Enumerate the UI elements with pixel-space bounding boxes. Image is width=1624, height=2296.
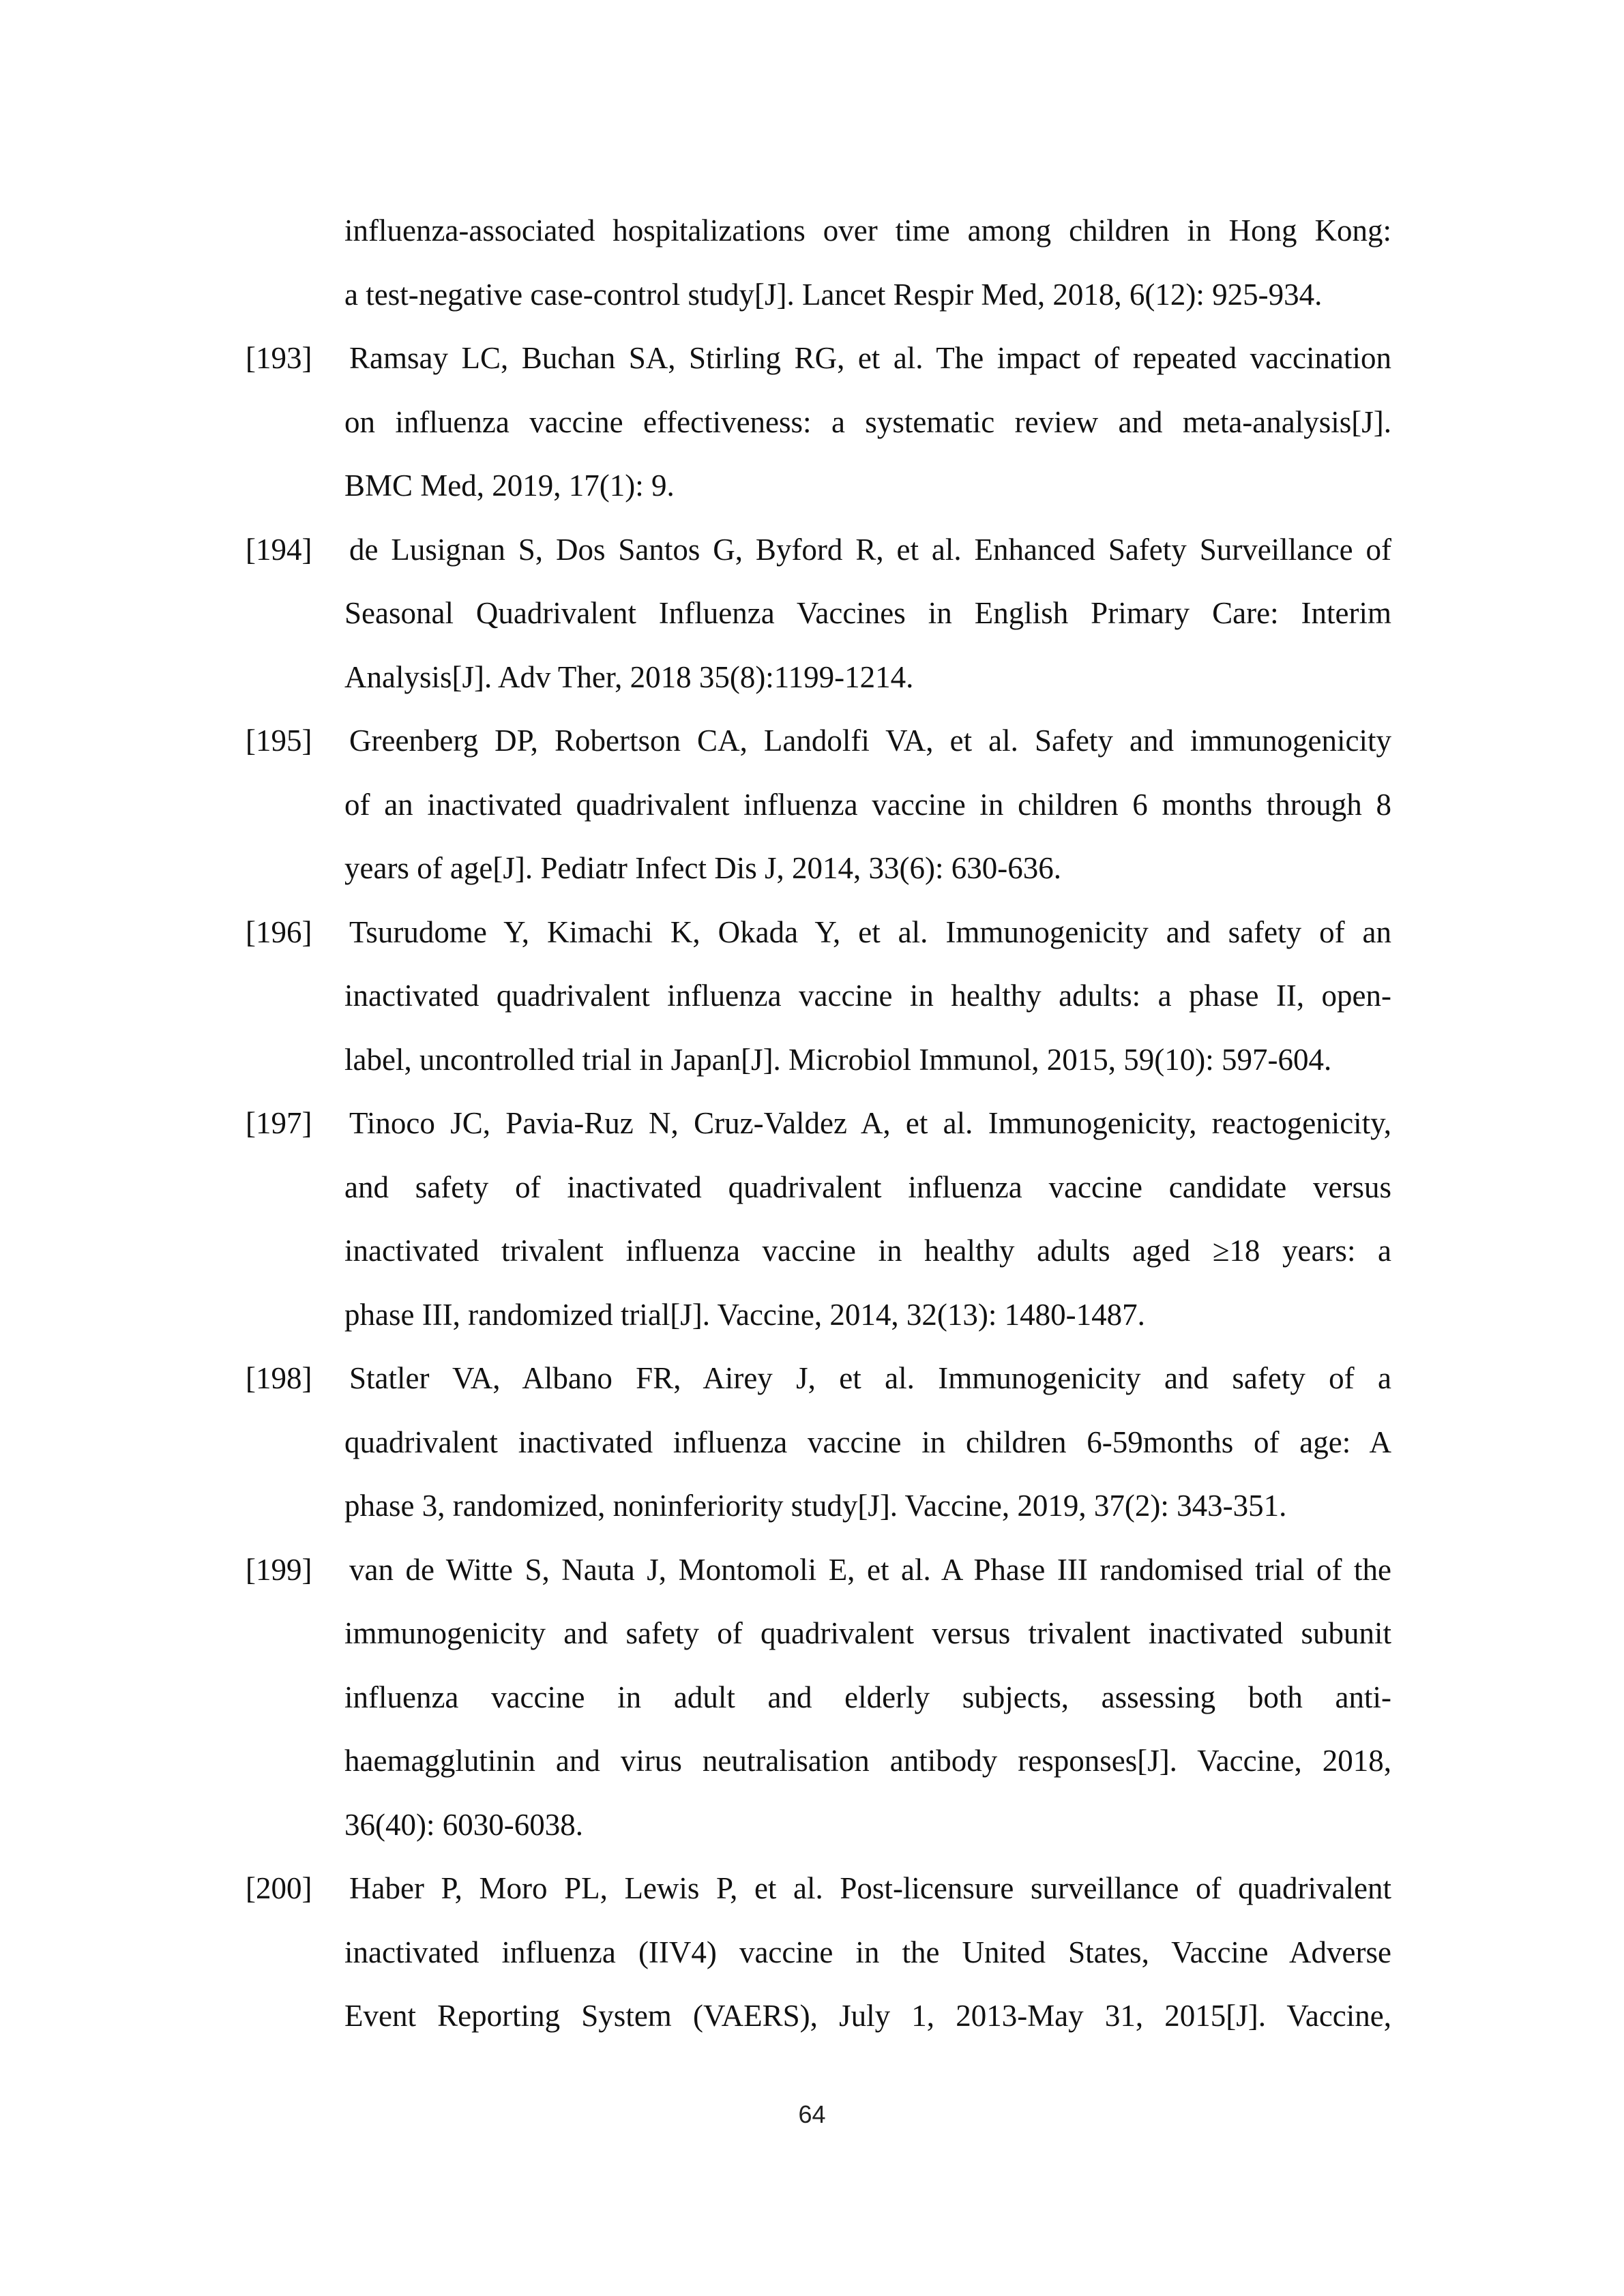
reference-line [246,1474,1391,1538]
reference-line [246,1092,1391,1156]
reference-text: van de Witte S, Nauta J, Montomoli E, et al. A Phase III randomised trial of the [349,1552,1391,1587]
reference-number: [199] [246,1552,312,1587]
reference-entry [246,1092,1391,1347]
reference-text: Tinoco JC, Pavia-Ruz N, Cruz-Valdez A, et al. Immunogenicity, reactogenicity, [349,1106,1391,1140]
reference-entry [246,199,1391,327]
reference-text: years of age[J]. Pediatr Infect Dis J, 2014, 33(6): 630-636. [344,851,1061,885]
reference-text: Analysis[J]. Adv Ther, 2018 35(8):1199-1214. [344,659,914,694]
reference-text: quadrivalent inactivated influenza vaccine in children 6-59months of age: A [344,1425,1391,1459]
reference-entry [246,1857,1391,2048]
reference-text: of an inactivated quadrivalent influenza vaccine in children 6 months through 8 [344,787,1391,822]
reference-number: [194] [246,532,312,567]
reference-text: inactivated quadrivalent influenza vaccine in healthy adults: a phase II, open- [344,979,1391,1013]
reference-line [246,582,1391,646]
reference-text: Haber P, Moro PL, Lewis P, et al. Post-licensure surveillance of quadrivalent [349,1871,1391,1905]
reference-text: inactivated influenza (IIV4) vaccine in the United States, Vaccine Adverse [344,1935,1391,1969]
reference-entry [246,327,1391,518]
reference-line [246,1857,1391,1921]
reference-text: phase III, randomized trial[J]. Vaccine, 2014, 32(13): 1480-1487. [344,1297,1145,1332]
reference-line [246,1156,1391,1220]
reference-line [246,773,1391,837]
reference-line [246,1347,1391,1411]
reference-line [246,1283,1391,1347]
reference-entry [246,901,1391,1092]
reference-number: [198] [246,1361,312,1395]
reference-list [246,199,1391,2048]
reference-line [246,1666,1391,1730]
reference-text: a test-negative case-control study[J]. Lancet Respir Med, 2018, 6(12): 925-934. [344,277,1323,312]
reference-text: influenza vaccine in adult and elderly subjects, assessing both anti- [344,1680,1391,1714]
reference-number: [196] [246,914,312,949]
reference-number: [193] [246,341,312,375]
reference-text: haemagglutinin and virus neutralisation antibody responses[J]. Vaccine, 2018, [344,1744,1391,1778]
reference-text: Ramsay LC, Buchan SA, Stirling RG, et al. The impact of repeated vaccination [349,341,1391,375]
reference-text: Greenberg DP, Robertson CA, Landolfi VA, et al. Safety and immunogenicity [349,724,1391,758]
reference-line [246,199,1391,263]
reference-text: 36(40): 6030-6038. [344,1807,583,1842]
reference-text: inactivated trivalent influenza vaccine in healthy adults aged ≥18 years: a [344,1234,1391,1268]
reference-line [246,646,1391,710]
reference-text: Statler VA, Albano FR, Airey J, et al. Immunogenicity and safety of a [349,1361,1391,1395]
reference-text: Tsurudome Y, Kimachi K, Okada Y, et al. Immunogenicity and safety of an [349,914,1391,949]
reference-line [246,1028,1391,1092]
reference-entry [246,709,1391,901]
reference-line [246,518,1391,582]
reference-line [246,964,1391,1028]
reference-number: [197] [246,1106,312,1140]
reference-text: immunogenicity and safety of quadrivalent versus trivalent inactivated subunit [344,1616,1391,1650]
reference-line [246,1984,1391,2048]
reference-text: and safety of inactivated quadrivalent influenza vaccine candidate versus [344,1169,1391,1204]
reference-line [246,1921,1391,1985]
reference-number: [200] [246,1871,312,1905]
reference-text: Event Reporting System (VAERS), July 1, 2013-May 31, 2015[J]. Vaccine, [344,1999,1391,2033]
reference-text: de Lusignan S, Dos Santos G, Byford R, et al. Enhanced Safety Surveillance of [349,532,1391,567]
reference-line [246,1219,1391,1283]
reference-text: phase 3, randomized, noninferiority study[J]. Vaccine, 2019, 37(2): 343-351. [344,1489,1287,1523]
reference-line [246,837,1391,901]
reference-text: influenza-associated hospitalizations over time among children in Hong Kong: [344,213,1391,248]
reference-line [246,1793,1391,1858]
reference-line [246,327,1391,391]
reference-text: BMC Med, 2019, 17(1): 9. [344,468,675,503]
reference-text: on influenza vaccine effectiveness: a systematic review and meta-analysis[J]. [344,404,1391,439]
reference-line [246,1729,1391,1793]
page-number: 64 [798,2100,826,2128]
reference-entry [246,1538,1391,1858]
reference-text: Seasonal Quadrivalent Influenza Vaccines in English Primary Care: Interim [344,596,1391,630]
reference-number: [195] [246,724,312,758]
reference-text: label, uncontrolled trial in Japan[J]. Microbiol Immunol, 2015, 59(10): 597-604. [344,1042,1332,1077]
reference-entry [246,1347,1391,1538]
reference-line [246,391,1391,455]
reference-line [246,1411,1391,1475]
reference-line [246,709,1391,773]
reference-entry [246,518,1391,710]
reference-line [246,1602,1391,1666]
reference-line [246,454,1391,518]
reference-line [246,901,1391,965]
reference-line [246,1538,1391,1602]
reference-line [246,263,1391,327]
